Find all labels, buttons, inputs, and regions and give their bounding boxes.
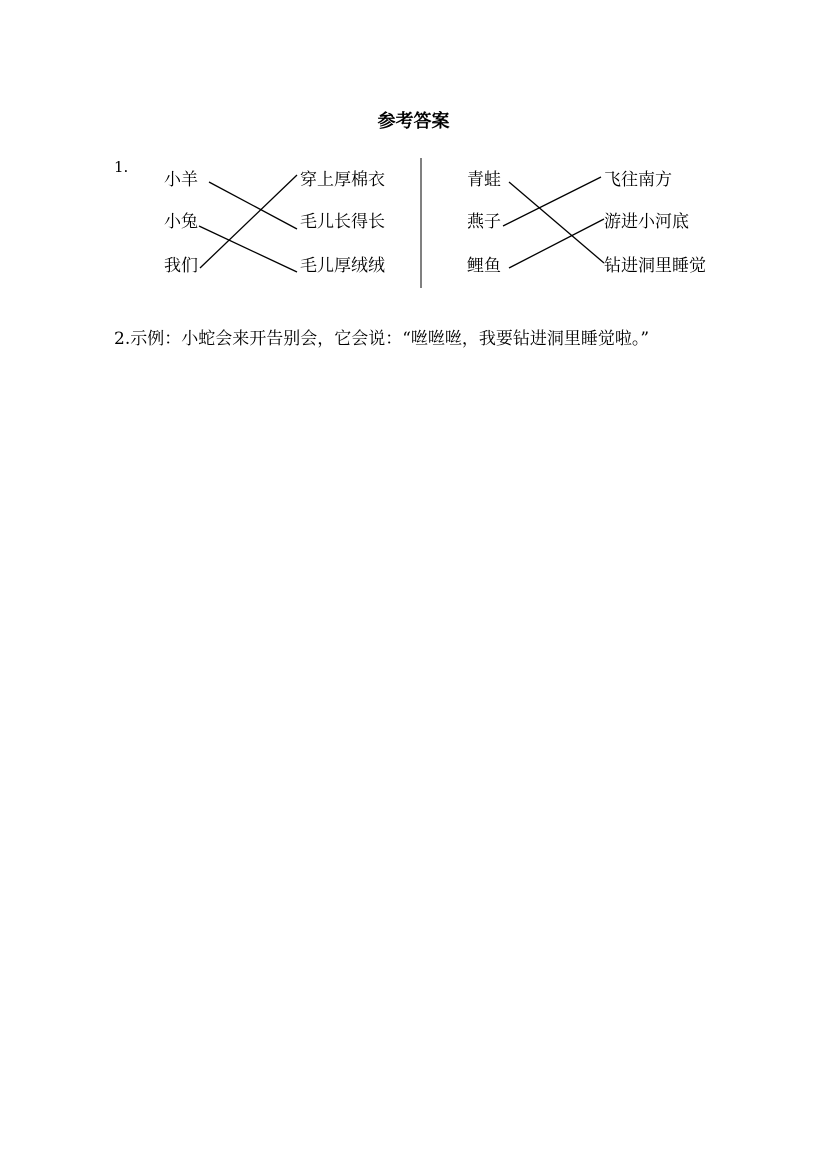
match-line-xiaoyang [209,182,297,229]
match-line-qingwa [509,182,604,263]
right-description-3: 钻进洞里睡觉 [604,256,706,276]
left-subject-3: 我们 [164,256,198,276]
match-line-xiaotu [199,226,297,272]
left-description-2: 毛儿长得长 [300,212,385,232]
match-line-women [200,175,297,268]
right-subject-1: 青蛙 [467,170,501,190]
match-line-yanzi [503,177,601,226]
right-subject-2: 燕子 [467,212,501,232]
right-subject-3: 鲤鱼 [467,256,501,276]
match-line-liyu [509,219,604,268]
left-description-1: 穿上厚棉衣 [300,170,385,190]
left-subject-1: 小羊 [164,170,198,190]
right-description-1: 飞往南方 [604,170,672,190]
left-subject-2: 小兔 [164,212,198,232]
right-description-2: 游进小河底 [604,212,689,232]
answer-key-title: 参考答案 [377,111,450,132]
left-description-3: 毛儿厚绒绒 [300,256,385,276]
question-2-answer: 2.示例：小蛇会来开告别会，它会说：“咝咝咝，我要钻进洞里睡觉啦。” [114,329,650,349]
question-1-number: 1. [114,158,129,176]
